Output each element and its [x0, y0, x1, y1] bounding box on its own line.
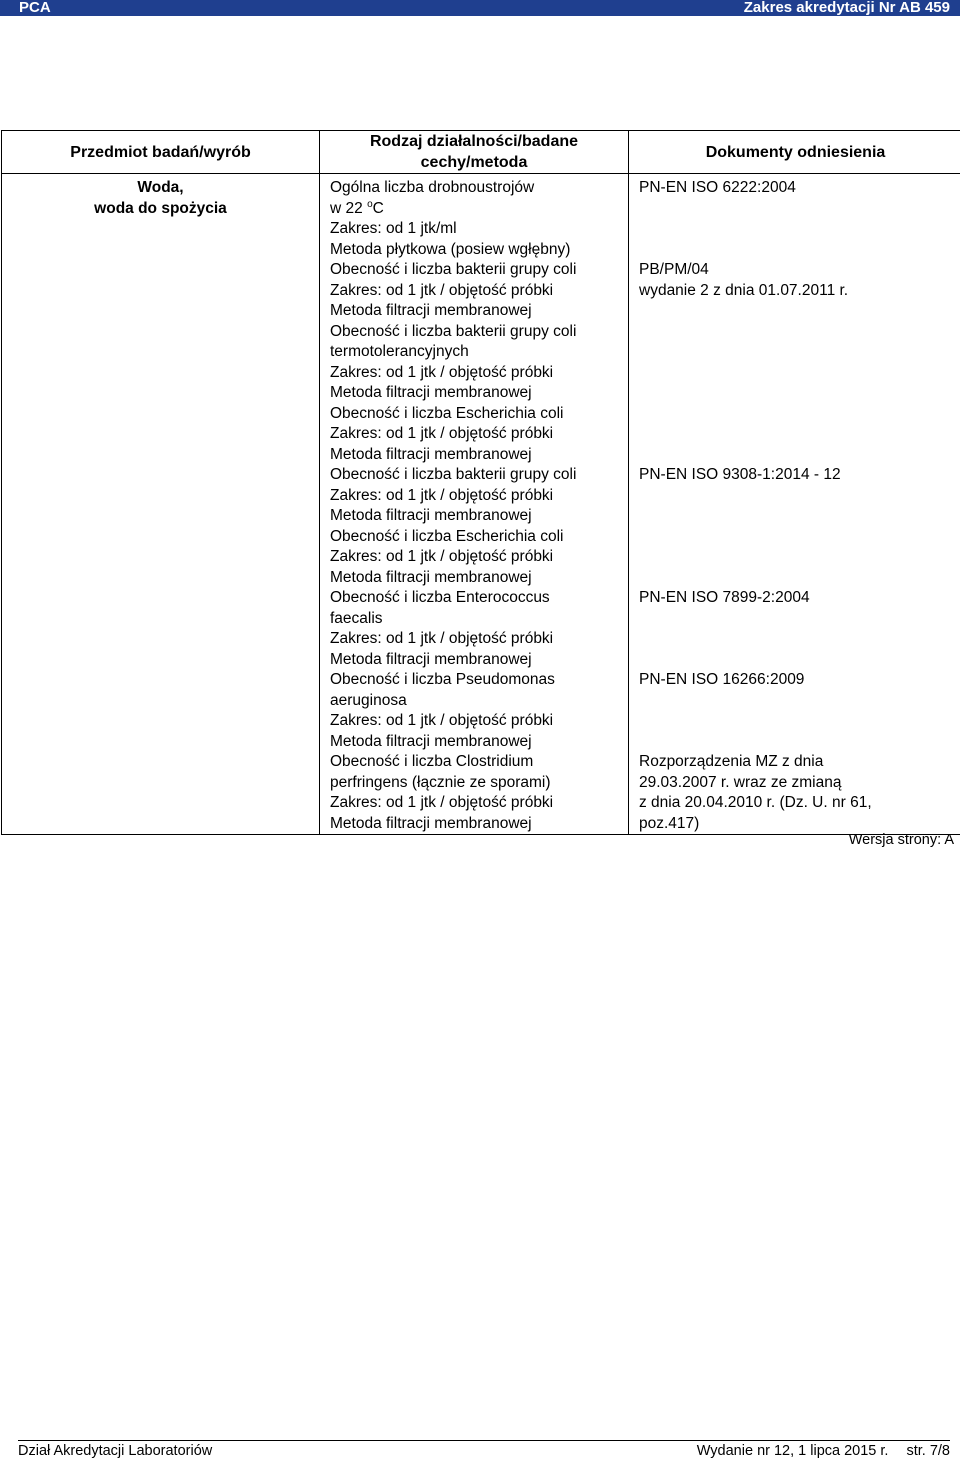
method-line: aeruginosa [330, 691, 624, 712]
degree-symbol: o [367, 198, 373, 209]
method-line: Zakres: od 1 jtk / objętość próbki [330, 281, 624, 302]
method-line: faecalis [330, 609, 624, 630]
document-ref: wydanie 2 z dnia 01.07.2011 r. [639, 281, 958, 302]
method-line: Metoda filtracji membranowej [330, 301, 624, 322]
document-ref: z dnia 20.04.2010 r. (Dz. U. nr 61, [639, 793, 958, 814]
method-line: Obecność i liczba Escherichia coli [330, 527, 624, 548]
method-line: Zakres: od 1 jtk / objętość próbki [330, 793, 624, 814]
method-line: Zakres: od 1 jtk/ml [330, 219, 624, 240]
subject-line: woda do spożycia [8, 199, 313, 220]
footer-department: Dział Akredytacji Laboratoriów [18, 1441, 212, 1461]
header-org: PCA [19, 0, 51, 16]
method-line: Ogólna liczba drobnoustrojów [330, 178, 624, 199]
method-line: Obecność i liczba Pseudomonas [330, 670, 624, 691]
method-line: Metoda filtracji membranowej [330, 568, 624, 589]
documents-cell [629, 174, 960, 835]
method-line: Metoda filtracji membranowej [330, 506, 624, 527]
method-line: Metoda filtracji membranowej [330, 383, 624, 404]
header-bar [0, 0, 960, 16]
table-header-row [2, 131, 960, 174]
method-line: Zakres: od 1 jtk / objętość próbki [330, 629, 624, 650]
method-line: Obecność i liczba Escherichia coli [330, 404, 624, 425]
footer-meta [679, 1441, 950, 1461]
page-footer [18, 1440, 950, 1461]
document-ref: PB/PM/04 [639, 260, 958, 281]
methods-cell [320, 174, 629, 835]
method-line: Zakres: od 1 jtk / objętość próbki [330, 363, 624, 384]
method-line: termotolerancyjnych [330, 342, 624, 363]
col-header-documents: Dokumenty odniesienia [629, 131, 960, 174]
method-line: Metoda filtracji membranowej [330, 732, 624, 753]
col-header-activity: Rodzaj działalności/badane cechy/metoda [320, 131, 629, 174]
method-line: Obecność i liczba bakterii grupy coli [330, 465, 624, 486]
accreditation-table [1, 130, 960, 835]
method-line: Obecność i liczba bakterii grupy coli [330, 260, 624, 281]
method-line: Metoda filtracji membranowej [330, 650, 624, 671]
col-header-subject: Przedmiot badań/wyrób [2, 131, 320, 174]
method-line: w 22 $^o$C [330, 199, 624, 220]
footer-edition: Wydanie nr 12, 1 lipca 2015 r. [697, 1443, 889, 1459]
header-scope-title: Zakres akredytacji Nr AB 459 [744, 0, 950, 16]
document-ref: PN-EN ISO 7899-2:2004 [639, 588, 958, 609]
subject-cell [2, 174, 320, 835]
document-ref: PN-EN ISO 6222:2004 [639, 178, 958, 199]
method-line: Obecność i liczba bakterii grupy coli [330, 322, 624, 343]
method-line: Obecność i liczba Clostridium [330, 752, 624, 773]
method-line: Metoda filtracji membranowej [330, 445, 624, 466]
method-line: Obecność i liczba Enterococcus [330, 588, 624, 609]
footer-page-number: str. 7/8 [906, 1443, 950, 1459]
table-row [2, 174, 960, 835]
method-line: perfringens (łącznie ze sporami) [330, 773, 624, 794]
document-ref: PN-EN ISO 9308-1:2014 - 12 [639, 465, 958, 486]
method-line: Metoda filtracji membranowej [330, 814, 624, 835]
document-ref: 29.03.2007 r. wraz ze zmianą [639, 773, 958, 794]
method-line: Zakres: od 1 jtk / objętość próbki [330, 486, 624, 507]
subject-line: Woda, [8, 178, 313, 199]
page-version-label: Wersja strony: A [849, 832, 954, 848]
method-line: Zakres: od 1 jtk / objętość próbki [330, 424, 624, 445]
document-ref: Rozporządzenia MZ z dnia [639, 752, 958, 773]
document-ref: PN-EN ISO 16266:2009 [639, 670, 958, 691]
method-line: Zakres: od 1 jtk / objętość próbki [330, 711, 624, 732]
document-ref: poz.417) [639, 814, 958, 835]
method-line: Metoda płytkowa (posiew wgłębny) [330, 240, 624, 261]
method-line: Zakres: od 1 jtk / objętość próbki [330, 547, 624, 568]
